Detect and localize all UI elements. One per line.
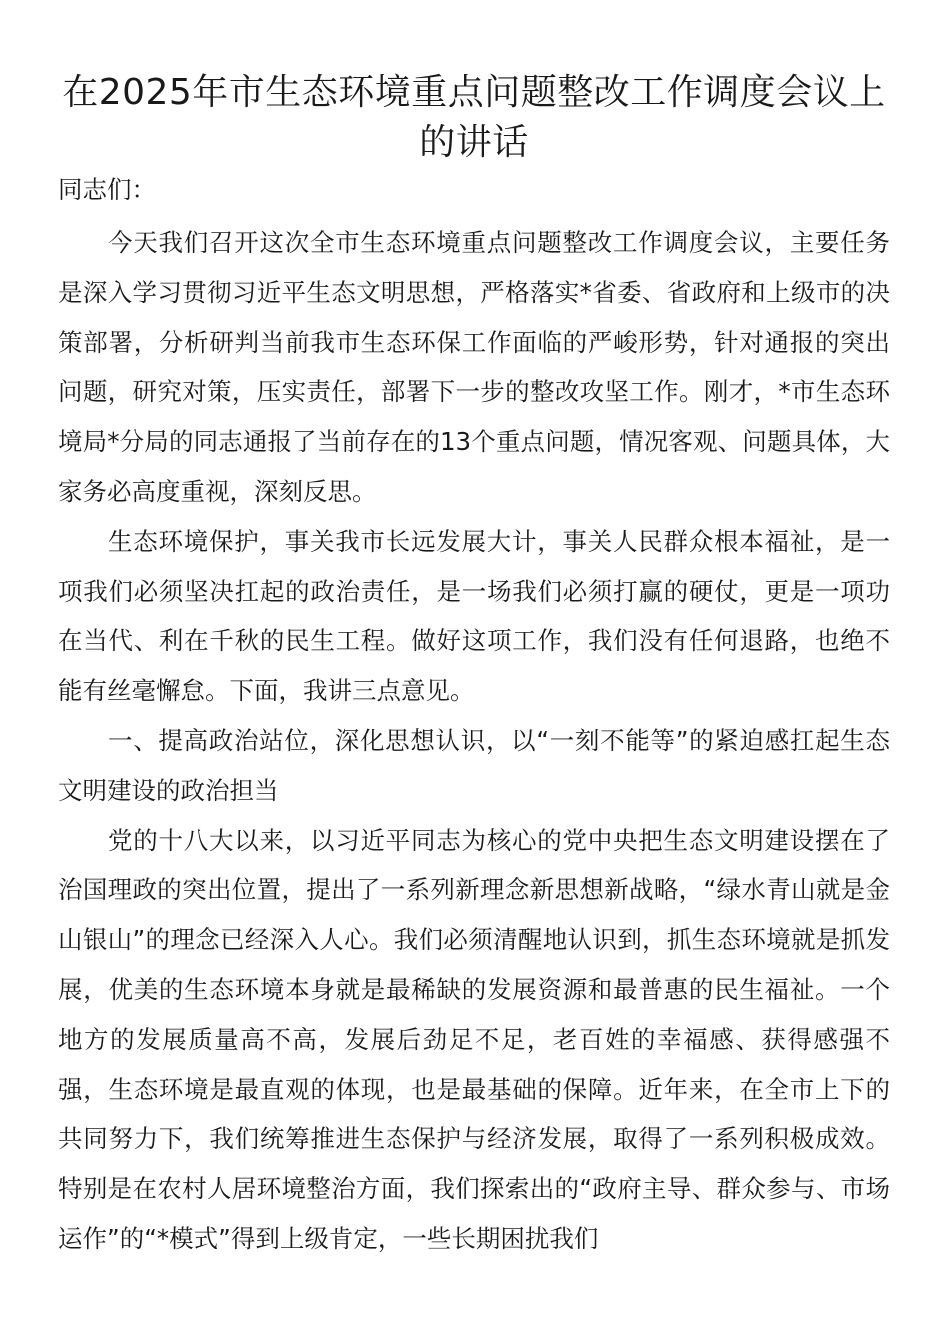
salutation: 同志们： — [58, 175, 156, 204]
paragraph-opening: 今天我们召开这次全市生态环境重点问题整改工作调度会议，主要任务是深入学习贯彻习近平生态文明思想，严格落实*省委、省政府和上级市的决策部署，分析研判当前我市生态环保工作面临的严峻形势，针对通报的突出问题，研究对策，压实责任，部署下一步的整改攻坚工作。刚才，*市生态环境局*分局的同志通报了当前存在的13个重点问题，情况客观、问题具体，大家务必高度重视，深刻反思。 — [58, 228, 890, 506]
paragraph-importance: 生态环境保护，事关我市长远发展大计，事关人民群众根本福祉，是一项我们必须坚决扛起的政治责任，是一场我们必须打赢的硬仗，更是一项功在当代、利在千秋的民生工程。做好这项工作，我们没有任何退路，也绝不能有丝毫懈怠。下面，我讲三点意见。 — [58, 526, 890, 706]
document-title: 在2025年市生态环境重点问题整改工作调度会议上的讲话 — [62, 72, 886, 163]
document-page — [58, 68, 890, 1264]
section-heading-one: 一、提高政治站位，深化思想认识，以“一刻不能等”的紧迫感扛起生态文明建设的政治担当 — [58, 725, 890, 805]
paragraph-section-one-body: 党的十八大以来，以习近平同志为核心的党中央把生态文明建设摆在了治国理政的突出位置，提出了一系列新理念新思想新战略，“绿水青山就是金山银山”的理念已经深入人心。我们必须清醒地认识到，抓生态环境就是抓发展，优美的生态环境本身就是最稀缺的发展资源和最普惠的民生福祉。一个地方的发展质量高不高，发展后劲足不足，老百姓的幸福感、获得感强不强，生态环境是最直观的体现，也是最基础的保障。近年来，在全市上下的共同努力下，我们统筹推进生态保护与经济发展，取得了一系列积极成效。特别是在农村人居环境整治方面，我们探索出的“政府主导、群众参与、市场运作”的“*模式”得到上级肯定，一些长期困扰我们 — [58, 825, 890, 1253]
